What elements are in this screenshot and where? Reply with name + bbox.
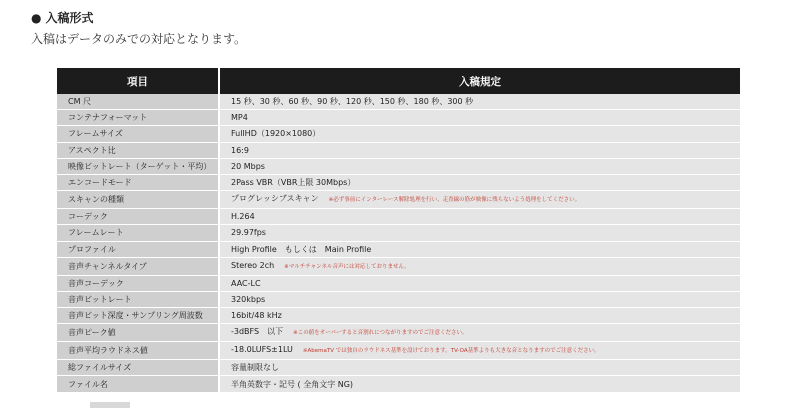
spec-table	[57, 68, 740, 393]
table-row	[57, 324, 740, 342]
row-spec-value: -3dBFS 以下	[231, 327, 284, 337]
row-note: ※マルチチャンネル音声には対応しておりません。	[284, 263, 410, 270]
row-item-label: スキャンの種類	[57, 191, 220, 209]
row-item-label: CM 尺	[57, 94, 220, 110]
row-spec-cell	[220, 94, 740, 110]
row-spec-value: High Profile もしくは Main Profile	[231, 244, 372, 254]
table-row	[57, 209, 740, 225]
row-spec-cell	[220, 191, 740, 209]
row-spec-cell	[220, 360, 740, 376]
row-spec-cell	[220, 225, 740, 241]
row-item-label: コンテナフォーマット	[57, 110, 220, 126]
table-header-row	[57, 68, 740, 94]
table-row	[57, 308, 740, 324]
row-spec-cell	[220, 342, 740, 360]
table-row	[57, 159, 740, 175]
row-item-label: コーデック	[57, 209, 220, 225]
header-item: 項目	[57, 68, 220, 94]
row-note: ※AbemaTV では独自のラウドネス基準を設けております。TV-OA基準よりも大きな音となりますのでご注意ください。	[302, 348, 600, 355]
table-row	[57, 258, 740, 276]
row-note: ※この値をオーバーすると音割れにつながりますのでご注意ください。	[293, 330, 468, 337]
table-row	[57, 175, 740, 191]
row-note: ※必ず事前にインターレース解除処理を行い、走査線の筋が映像に残らないよう処理をしてください。	[328, 197, 581, 204]
row-spec-cell	[220, 110, 740, 126]
row-spec-value: 20 Mbps	[231, 161, 265, 171]
cropped-footer-fragment	[90, 402, 130, 408]
row-spec-cell	[220, 308, 740, 324]
table-body	[57, 94, 740, 393]
row-item-label: 音声チャンネルタイプ	[57, 258, 220, 276]
table-row	[57, 143, 740, 159]
section-title: 入稿形式	[45, 11, 94, 25]
row-item-label: フレームサイズ	[57, 126, 220, 142]
table-row	[57, 126, 740, 142]
row-spec-value: 29.97fps	[231, 228, 266, 238]
table-row	[57, 342, 740, 360]
row-spec-value: Stereo 2ch	[231, 260, 275, 270]
table-row	[57, 191, 740, 209]
row-item-label: アスペクト比	[57, 143, 220, 159]
row-spec-cell	[220, 175, 740, 191]
row-item-label: フレームレート	[57, 225, 220, 241]
section-heading	[31, 9, 94, 26]
table-row	[57, 360, 740, 376]
row-spec-value: 半角英数字・記号 ( 全角文字 NG)	[231, 379, 354, 389]
table-row	[57, 276, 740, 292]
row-spec-cell	[220, 242, 740, 258]
row-item-label: プロファイル	[57, 242, 220, 258]
row-spec-cell	[220, 376, 740, 392]
intro-text: 入稿はデータのみでの対応となります。	[31, 32, 247, 46]
table-row	[57, 225, 740, 241]
row-item-label: エンコードモード	[57, 175, 220, 191]
row-spec-value: 容量制限なし	[231, 363, 279, 373]
header-spec: 入稿規定	[220, 68, 740, 94]
table-row	[57, 376, 740, 392]
table-row	[57, 110, 740, 126]
row-spec-cell	[220, 126, 740, 142]
row-spec-cell	[220, 143, 740, 159]
row-spec-value: 320kbps	[231, 294, 266, 304]
row-item-label: 音声ビットレート	[57, 292, 220, 308]
row-spec-cell	[220, 324, 740, 342]
row-spec-value: 16bit/48 kHz	[231, 311, 282, 321]
row-spec-cell	[220, 159, 740, 175]
table-row	[57, 242, 740, 258]
row-item-label: 映像ビットレート（ターゲット・平均）	[57, 159, 220, 175]
row-item-label: 音声平均ラウドネス値	[57, 342, 220, 360]
row-item-label: 音声コーデック	[57, 276, 220, 292]
row-spec-cell	[220, 276, 740, 292]
row-item-label: 音声ピーク値	[57, 324, 220, 342]
row-spec-value: 16:9	[231, 145, 249, 155]
row-spec-value: -18.0LUFS±1LU	[231, 345, 293, 355]
table-row	[57, 94, 740, 110]
row-spec-value: AAC-LC	[231, 278, 261, 288]
row-spec-cell	[220, 209, 740, 225]
row-spec-cell	[220, 292, 740, 308]
row-spec-cell	[220, 258, 740, 276]
row-spec-value: プログレッシブスキャン	[231, 194, 319, 204]
table-row	[57, 292, 740, 308]
row-item-label: 総ファイルサイズ	[57, 360, 220, 376]
row-item-label: ファイル名	[57, 376, 220, 392]
bullet-icon: ●	[31, 11, 42, 25]
row-item-label: 音声ビット深度・サンプリング周波数	[57, 308, 220, 324]
row-spec-value: 2Pass VBR（VBR上限 30Mbps）	[231, 178, 356, 188]
row-spec-value: 15 秒、30 秒、60 秒、90 秒、120 秒、150 秒、180 秒、300 秒	[231, 97, 474, 107]
row-spec-value: H.264	[231, 212, 255, 222]
row-spec-value: FullHD（1920×1080）	[231, 129, 321, 139]
row-spec-value: MP4	[231, 113, 248, 123]
